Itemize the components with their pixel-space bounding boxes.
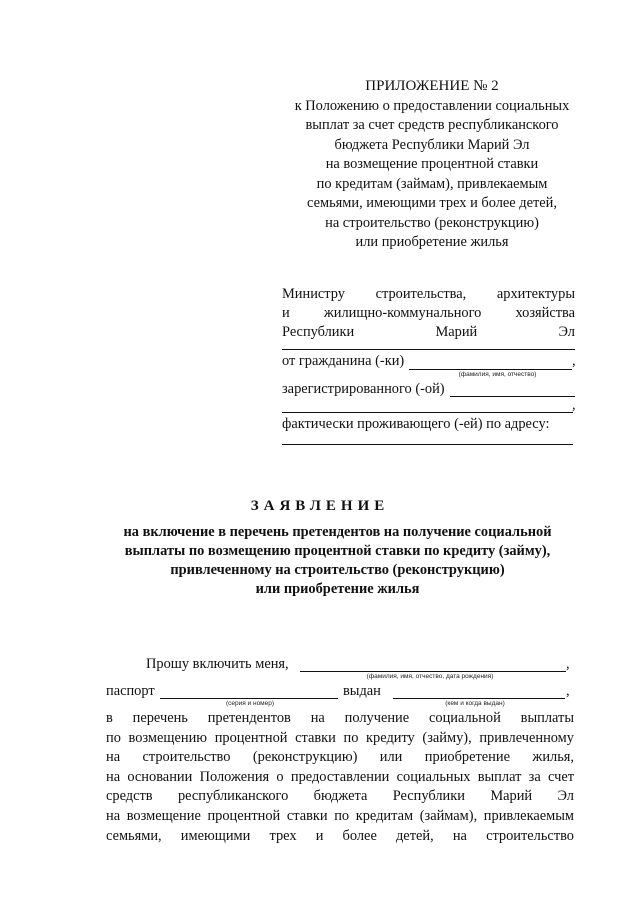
body-line: на строительство (реконструкцию) или приобретение жилья, bbox=[106, 749, 574, 766]
body-line: на основании Положения о предоставлении социальных выплат за счет bbox=[106, 768, 574, 785]
registered-label: зарегистрированного (-ой) bbox=[282, 381, 445, 397]
annex-line: на строительство (реконструкцию) bbox=[325, 214, 539, 231]
annex-title: ПРИЛОЖЕНИЕ № 2 bbox=[365, 78, 499, 94]
subtitle-line: привлеченному на строительство (реконструкцию) bbox=[170, 562, 505, 578]
registered-address-field-2[interactable] bbox=[282, 412, 573, 413]
comma: , bbox=[572, 353, 576, 369]
comma: , bbox=[572, 397, 576, 413]
body-line: средств республиканского бюджета Республики Марий Эл bbox=[106, 788, 574, 805]
residing-label: фактически проживающего (-ей) по адресу: bbox=[282, 416, 550, 432]
passport-number-field[interactable] bbox=[160, 698, 338, 699]
subtitle-line: или приобретение жилья bbox=[255, 581, 420, 597]
from-name-field[interactable] bbox=[409, 369, 572, 370]
issued-caption: (кем и когда выдан) bbox=[445, 700, 505, 707]
annex-header bbox=[262, 77, 602, 253]
from-label: от гражданина (-ки) bbox=[282, 353, 405, 369]
annex-line: семьями, имеющими трех и более детей, bbox=[307, 195, 557, 211]
statement-title: ЗАЯВЛЕНИЕ bbox=[250, 498, 390, 514]
annex-line: бюджета Республики Марий Эл bbox=[334, 136, 530, 153]
annex-line: на возмещение процентной ставки bbox=[325, 156, 539, 172]
body-line: на возмещение процентной ставки по кредитам (займам), привлекаемым bbox=[106, 807, 574, 824]
annex-line: выплат за счет средств республиканского bbox=[305, 117, 559, 133]
request-body bbox=[106, 709, 574, 846]
body-line: в перечень претендентов на получение социальной выплаты bbox=[106, 710, 574, 726]
applicant-name-field[interactable] bbox=[300, 671, 566, 672]
comma: , bbox=[566, 656, 570, 672]
residing-address-field[interactable] bbox=[282, 444, 573, 445]
addressee-line: Республики Марий Эл bbox=[282, 324, 575, 340]
annex-line: или приобретение жилья bbox=[355, 234, 509, 250]
passport-caption: (серия и номер) bbox=[225, 700, 275, 707]
issued-by-field[interactable] bbox=[393, 698, 565, 699]
annex-line: к Положению о предоставлении социальных bbox=[294, 97, 570, 114]
from-caption: (фамилия, имя, отчество) bbox=[458, 371, 537, 378]
addressee-block bbox=[282, 285, 575, 342]
addressee-line: Министру строительства, архитектуры bbox=[282, 286, 575, 302]
body-line: семьями, имеющими трех и более детей, на строительство bbox=[106, 827, 574, 844]
registered-address-field[interactable] bbox=[450, 396, 575, 397]
comma: , bbox=[566, 683, 570, 699]
subtitle-line: на включение в перечень претендентов на получение социальной bbox=[123, 524, 552, 540]
name-caption: (фамилия, имя, отчество, дата рождения) bbox=[366, 673, 494, 680]
addressee-line: и жилищно-коммунального хозяйства bbox=[282, 305, 575, 321]
request-intro: Прошу включить меня, bbox=[146, 656, 289, 672]
issued-label: выдан bbox=[343, 683, 381, 699]
subtitle-line: выплаты по возмещению процентной ставки по кредиту (займу), bbox=[124, 543, 551, 559]
blank-line bbox=[282, 349, 575, 350]
statement-subtitle bbox=[105, 523, 570, 599]
passport-label: паспорт bbox=[106, 683, 155, 699]
annex-line: по кредитам (займам), привлекаемым bbox=[316, 175, 548, 192]
body-line: по возмещению процентной ставки по кредиту (займу), привлеченному bbox=[106, 729, 574, 746]
